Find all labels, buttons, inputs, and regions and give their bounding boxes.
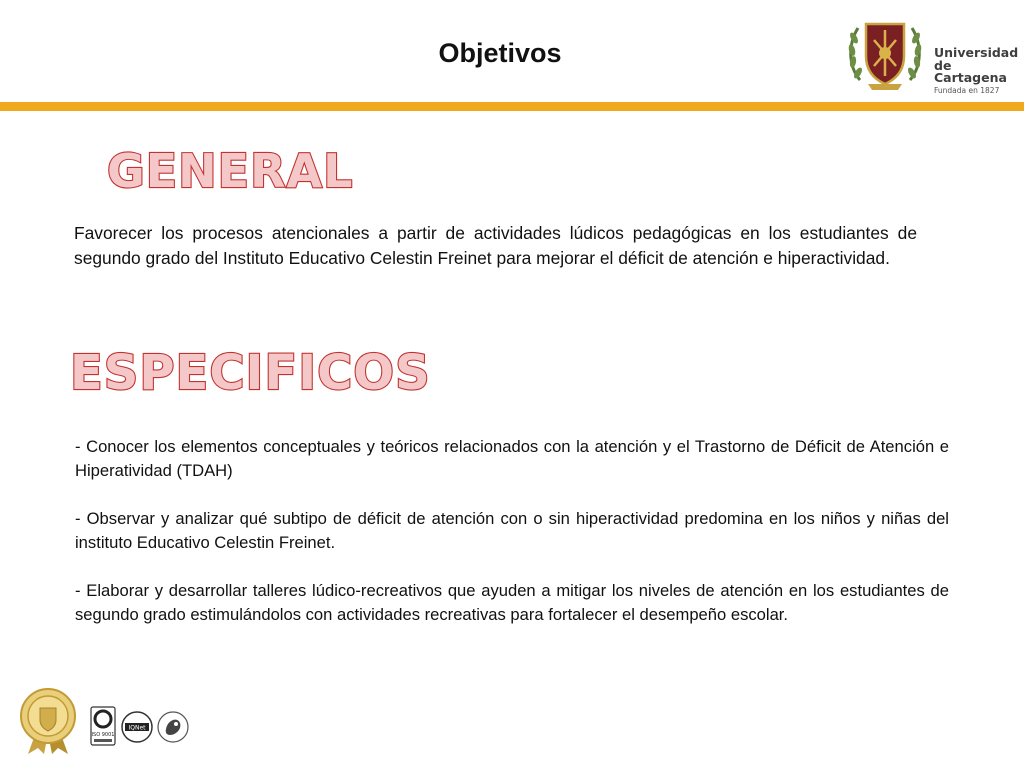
- logo-line-1: Universidad: [934, 45, 1019, 60]
- quality-badge-icon: [156, 709, 190, 750]
- accreditation-seal-icon: [18, 688, 78, 756]
- iqnet-label: IQNet: [128, 724, 146, 732]
- specific-objective-3: - Elaborar y desarrollar talleres lúdico-recreativos que ayuden a mitigar los niveles de atención en los estudiantes de segundo grado estimulándolos con actividades recreativas para fortalecer el desempeño escolar.: [75, 581, 949, 624]
- iso-certification-icon: [90, 706, 116, 751]
- iqnet-certification-icon: [120, 710, 154, 749]
- iso-label: ISO 9001: [91, 732, 115, 738]
- page-title: Objetivos: [438, 38, 562, 68]
- specific-heading: ESPECIFICOS: [70, 345, 431, 401]
- university-name: [934, 47, 1024, 94]
- general-heading: GENERAL: [107, 144, 354, 198]
- logo-line-3: Fundada en 1827: [934, 85, 1000, 95]
- header-accent-bar: [0, 102, 1024, 111]
- specific-objective-2: - Observar y analizar qué subtipo de déficit de atención con o sin hiperactividad predomina en los niños y niñas del instituto Educativo Celestin Freinet.: [75, 509, 949, 552]
- general-objective-text: Favorecer los procesos atencionales a partir de actividades lúdicos pedagógicas en los estudiantes de segundo grado del Instituto Educativo Celestin Freinet para mejorar el déficit de atención e hiperactividad.: [74, 223, 917, 268]
- university-logo: [846, 18, 1024, 94]
- specific-objective-1: - Conocer los elementos conceptuales y teóricos relacionados con la atención y el Trastorno de Déficit de Atención e Hiperatividad (TDAH): [75, 437, 949, 480]
- logo-line-2: de Cartagena: [934, 57, 1007, 85]
